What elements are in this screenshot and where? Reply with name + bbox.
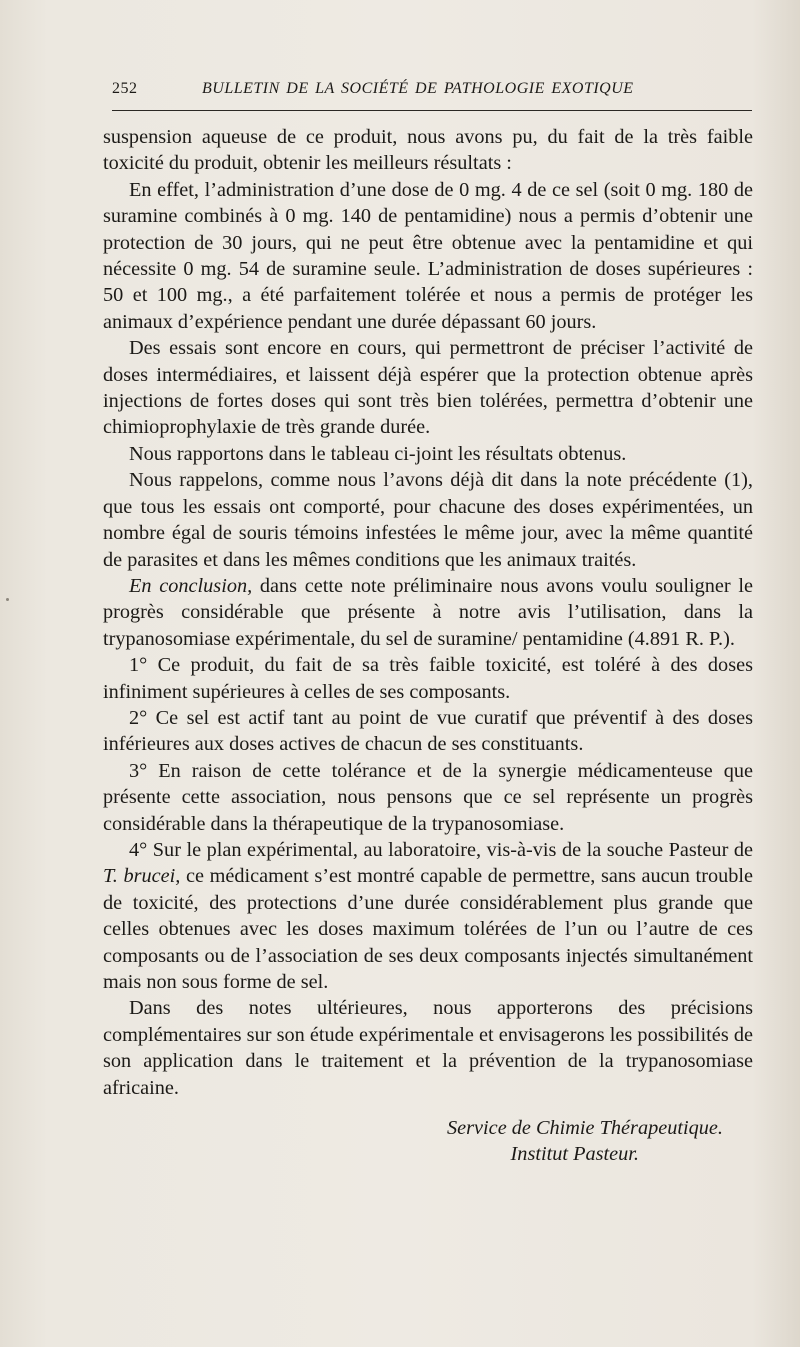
signature-department: Service de Chimie Thérapeutique.	[447, 1117, 723, 1140]
numbered-point: 3° En raison de cette tolérance et de la synergie médicamenteuse que présente cette association, nous pensons que ce sel représente un progrès considérable dans la thérapeutique de la trypanosomiase.	[103, 759, 753, 835]
paragraph: Nous rappelons, comme nous l’avons déjà dit dans la note précédente (1), que tous les essais ont comporté, pour chacune des doses expérimentées, un nombre égal de souris témoins infestées le même jour, avec la même quantité de parasites et dans les mêmes conditions que les animaux traités.	[103, 469, 753, 571]
paragraph: Dans des notes ultérieures, nous apporterons des précisions complémentaires sur son étude expérimentale et envisagerons les possibilités de son application dans le traitement et la prévention de la trypanosomiase africaine.	[103, 997, 753, 1099]
signature-institute: Institut Pasteur.	[510, 1143, 639, 1166]
running-header	[112, 76, 752, 104]
numbered-point: 1° Ce produit, du fait de sa très faible toxicité, est toléré à des doses infiniment supérieures à celles de ses composants.	[103, 654, 753, 703]
journal-title: BULLETIN DE LA SOCIÉTÉ DE PATHOLOGIE EXOTIQUE	[202, 80, 634, 97]
paragraph: Nous rapportons dans le tableau ci-joint les résultats obtenus.	[129, 442, 627, 465]
numbered-point: 2° Ce sel est actif tant au point de vue curatif que préventif à des doses inférieures aux doses actives de chacun de ses constituants.	[103, 706, 753, 756]
signature-block	[103, 1115, 723, 1168]
point-text: 4° Sur le plan expérimental, au laboratoire, vis-à-vis de la souche Pasteur de	[129, 838, 753, 861]
species-name: T. brucei,	[103, 865, 181, 888]
page-number: 252	[112, 80, 138, 97]
conclusion-text: dans cette note préliminaire nous avons voulu souligner le progrès considérable que présente à notre avis l’utilisation, dans la trypanosomiase expérimentale, du sel de suramine/ pentamidine (4.891 R. P.).	[103, 574, 753, 650]
header-rule	[112, 110, 752, 111]
conclusion-paragraph	[103, 573, 753, 652]
paragraph: suspension aqueuse de ce produit, nous avons pu, du fait de la très faible toxicité du produit, obtenir les meilleurs résultats :	[103, 126, 753, 175]
point-text: ce médicament s’est montré capable de permettre, sans aucun trouble de toxicité, des protections d’une durée considérablement plus grande que celles obtenues avec les doses maximum tolérées de l’un ou l’autre de ces composants ou de l’association de ses deux composants injectés simultanément mais non sous forme de sel.	[103, 865, 754, 993]
article-body	[103, 124, 753, 1168]
conclusion-lead: En conclusion,	[129, 574, 253, 597]
paragraph: En effet, l’administration d’une dose de 0 mg. 4 de ce sel (soit 0 mg. 180 de suramine combinés à 0 mg. 140 de pentamidine) nous a permis d’obtenir une protection de 30 jours, qui ne peut être obtenue avec la pentamidine et qui nécessite 0 mg. 54 de suramine seule. L’administration de doses supérieures : 50 et 100 mg., a été parfaitement tolérée et nous a permis de protéger les animaux d’expérience pendant une durée dépassant 60 jours.	[103, 178, 753, 333]
paragraph: Des essais sont encore en cours, qui permettront de préciser l’activité de doses intermédiaires, et laissent déjà espérer que la protection obtenue après injections de fortes doses qui sont très bien tolérées, permettra d’obtenir une chimioprophylaxie de très grande durée.	[103, 337, 753, 439]
numbered-point	[103, 837, 753, 995]
paper-speck	[6, 598, 9, 601]
